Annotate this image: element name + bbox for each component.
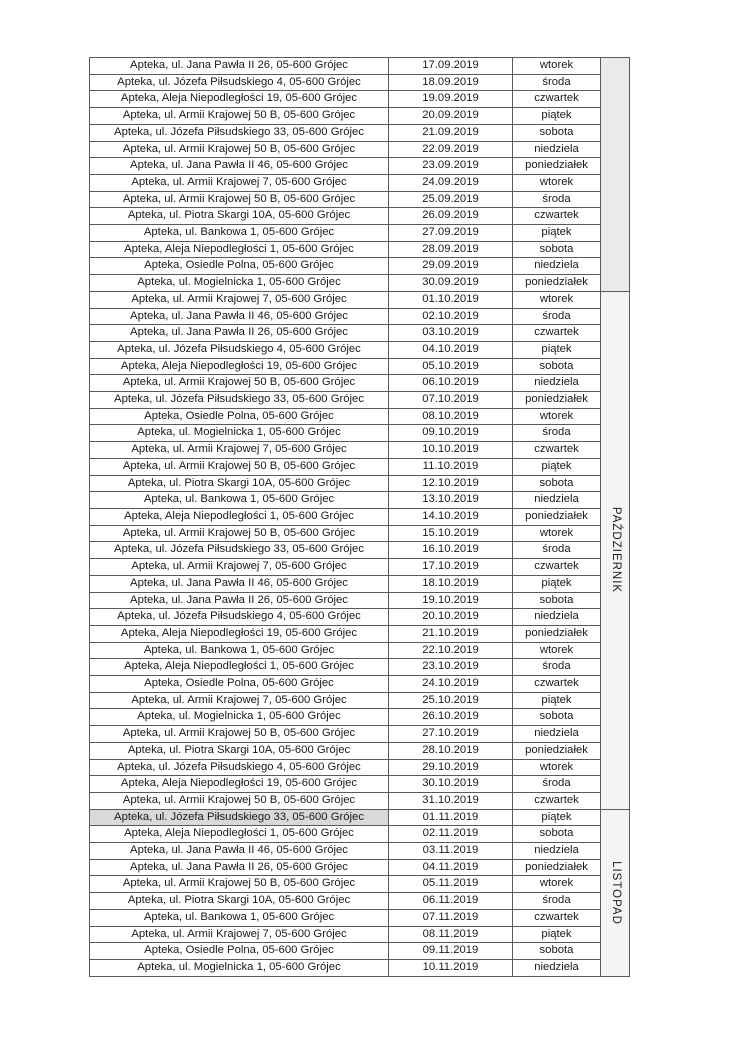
duty-date-cell: 08.10.2019 bbox=[389, 408, 513, 425]
table-row bbox=[90, 392, 630, 409]
duty-date-cell: 03.10.2019 bbox=[389, 325, 513, 342]
weekday-cell: sobota bbox=[513, 241, 601, 258]
weekday-cell: niedziela bbox=[513, 375, 601, 392]
table-row bbox=[90, 926, 630, 943]
table-row bbox=[90, 492, 630, 509]
pharmacy-address-cell: Apteka, ul. Józefa Piłsudskiego 4, 05-600 Grójec bbox=[90, 609, 389, 626]
duty-date-cell: 30.09.2019 bbox=[389, 275, 513, 292]
table-row bbox=[90, 592, 630, 609]
table-row bbox=[90, 826, 630, 843]
weekday-cell: czwartek bbox=[513, 792, 601, 809]
pharmacy-address-cell: Apteka, ul. Armii Krajowej 7, 05-600 Grójec bbox=[90, 291, 389, 308]
weekday-cell: piątek bbox=[513, 692, 601, 709]
weekday-cell: czwartek bbox=[513, 325, 601, 342]
duty-date-cell: 29.09.2019 bbox=[389, 258, 513, 275]
table-row bbox=[90, 341, 630, 358]
weekday-cell: wtorek bbox=[513, 876, 601, 893]
duty-date-cell: 19.09.2019 bbox=[389, 91, 513, 108]
pharmacy-address-cell: Apteka, ul. Piotra Skargi 10A, 05-600 Grójec bbox=[90, 893, 389, 910]
duty-date-cell: 21.09.2019 bbox=[389, 124, 513, 141]
weekday-cell: czwartek bbox=[513, 559, 601, 576]
weekday-cell: środa bbox=[513, 308, 601, 325]
pharmacy-address-cell: Apteka, Aleja Niepodległości 19, 05-600 Grójec bbox=[90, 91, 389, 108]
pharmacy-address-cell: Apteka, ul. Armii Krajowej 7, 05-600 Grójec bbox=[90, 926, 389, 943]
duty-date-cell: 05.11.2019 bbox=[389, 876, 513, 893]
weekday-cell: piątek bbox=[513, 108, 601, 125]
table-row bbox=[90, 225, 630, 242]
weekday-cell: niedziela bbox=[513, 258, 601, 275]
duty-date-cell: 05.10.2019 bbox=[389, 358, 513, 375]
duty-date-cell: 27.09.2019 bbox=[389, 225, 513, 242]
table-row bbox=[90, 291, 630, 308]
duty-date-cell: 09.10.2019 bbox=[389, 425, 513, 442]
pharmacy-address-cell: Apteka, ul. Jana Pawła II 46, 05-600 Grójec bbox=[90, 308, 389, 325]
pharmacy-address-cell: Apteka, Aleja Niepodległości 1, 05-600 Grójec bbox=[90, 826, 389, 843]
weekday-cell: środa bbox=[513, 893, 601, 910]
table-row bbox=[90, 58, 630, 75]
weekday-cell: sobota bbox=[513, 709, 601, 726]
weekday-cell: czwartek bbox=[513, 91, 601, 108]
pharmacy-address-cell: Apteka, ul. Jana Pawła II 26, 05-600 Grójec bbox=[90, 592, 389, 609]
table-row bbox=[90, 124, 630, 141]
table-row bbox=[90, 191, 630, 208]
duty-date-cell: 24.10.2019 bbox=[389, 676, 513, 693]
pharmacy-address-cell: Apteka, ul. Armii Krajowej 7, 05-600 Grójec bbox=[90, 174, 389, 191]
pharmacy-address-cell: Apteka, ul. Armii Krajowej 50 B, 05-600 Grójec bbox=[90, 876, 389, 893]
table-row bbox=[90, 776, 630, 793]
weekday-cell: niedziela bbox=[513, 843, 601, 860]
duty-date-cell: 26.09.2019 bbox=[389, 208, 513, 225]
pharmacy-address-cell: Apteka, Aleja Niepodległości 1, 05-600 Grójec bbox=[90, 508, 389, 525]
duty-date-cell: 23.09.2019 bbox=[389, 158, 513, 175]
table-row bbox=[90, 158, 630, 175]
weekday-cell: środa bbox=[513, 425, 601, 442]
pharmacy-address-cell: Apteka, ul. Bankowa 1, 05-600 Grójec bbox=[90, 492, 389, 509]
duty-date-cell: 02.11.2019 bbox=[389, 826, 513, 843]
weekday-cell: poniedziałek bbox=[513, 392, 601, 409]
weekday-cell: środa bbox=[513, 542, 601, 559]
pharmacy-duty-table-body bbox=[90, 58, 630, 977]
pharmacy-duty-table bbox=[89, 57, 630, 977]
weekday-cell: czwartek bbox=[513, 909, 601, 926]
pharmacy-address-cell: Apteka, Aleja Niepodległości 1, 05-600 Grójec bbox=[90, 659, 389, 676]
table-row bbox=[90, 959, 630, 976]
duty-date-cell: 13.10.2019 bbox=[389, 492, 513, 509]
table-row bbox=[90, 559, 630, 576]
pharmacy-address-cell: Apteka, ul. Jana Pawła II 26, 05-600 Grójec bbox=[90, 58, 389, 75]
pharmacy-address-cell: Apteka, Osiedle Polna, 05-600 Grójec bbox=[90, 408, 389, 425]
pharmacy-address-cell: Apteka, ul. Józefa Piłsudskiego 4, 05-600 Grójec bbox=[90, 759, 389, 776]
table-row bbox=[90, 508, 630, 525]
table-row bbox=[90, 325, 630, 342]
weekday-cell: poniedziałek bbox=[513, 508, 601, 525]
pharmacy-address-cell: Apteka, ul. Mogielnicka 1, 05-600 Grójec bbox=[90, 709, 389, 726]
table-row bbox=[90, 275, 630, 292]
duty-date-cell: 15.10.2019 bbox=[389, 525, 513, 542]
weekday-cell: środa bbox=[513, 776, 601, 793]
weekday-cell: środa bbox=[513, 191, 601, 208]
table-row bbox=[90, 893, 630, 910]
weekday-cell: sobota bbox=[513, 124, 601, 141]
duty-date-cell: 21.10.2019 bbox=[389, 625, 513, 642]
table-row bbox=[90, 174, 630, 191]
table-row bbox=[90, 876, 630, 893]
duty-date-cell: 28.09.2019 bbox=[389, 241, 513, 258]
table-row bbox=[90, 792, 630, 809]
pharmacy-address-cell: Apteka, ul. Armii Krajowej 50 B, 05-600 Grójec bbox=[90, 458, 389, 475]
weekday-cell: piątek bbox=[513, 575, 601, 592]
pharmacy-address-cell: Apteka, ul. Bankowa 1, 05-600 Grójec bbox=[90, 909, 389, 926]
duty-date-cell: 16.10.2019 bbox=[389, 542, 513, 559]
duty-date-cell: 12.10.2019 bbox=[389, 475, 513, 492]
pharmacy-address-cell: Apteka, ul. Mogielnicka 1, 05-600 Grójec bbox=[90, 425, 389, 442]
table-row bbox=[90, 809, 630, 826]
weekday-cell: poniedziałek bbox=[513, 275, 601, 292]
pharmacy-address-cell: Apteka, Aleja Niepodległości 19, 05-600 Grójec bbox=[90, 625, 389, 642]
weekday-cell: poniedziałek bbox=[513, 742, 601, 759]
weekday-cell: wtorek bbox=[513, 642, 601, 659]
table-row bbox=[90, 475, 630, 492]
table-row bbox=[90, 258, 630, 275]
table-row bbox=[90, 909, 630, 926]
table-row bbox=[90, 442, 630, 459]
weekday-cell: sobota bbox=[513, 358, 601, 375]
weekday-cell: czwartek bbox=[513, 676, 601, 693]
weekday-cell: niedziela bbox=[513, 492, 601, 509]
pharmacy-address-cell: Apteka, ul. Józefa Piłsudskiego 33, 05-600 Grójec bbox=[90, 124, 389, 141]
table-row bbox=[90, 91, 630, 108]
weekday-cell: wtorek bbox=[513, 58, 601, 75]
pharmacy-address-cell: Apteka, ul. Armii Krajowej 50 B, 05-600 Grójec bbox=[90, 525, 389, 542]
duty-date-cell: 09.11.2019 bbox=[389, 943, 513, 960]
pharmacy-address-cell: Apteka, Osiedle Polna, 05-600 Grójec bbox=[90, 258, 389, 275]
table-row bbox=[90, 542, 630, 559]
weekday-cell: piątek bbox=[513, 225, 601, 242]
month-label-cell bbox=[601, 291, 630, 809]
pharmacy-address-cell: Apteka, ul. Armii Krajowej 7, 05-600 Grójec bbox=[90, 559, 389, 576]
table-row bbox=[90, 358, 630, 375]
weekday-cell: sobota bbox=[513, 592, 601, 609]
duty-date-cell: 29.10.2019 bbox=[389, 759, 513, 776]
duty-date-cell: 01.10.2019 bbox=[389, 291, 513, 308]
weekday-cell: środa bbox=[513, 659, 601, 676]
duty-date-cell: 20.09.2019 bbox=[389, 108, 513, 125]
pharmacy-address-cell: Apteka, ul. Armii Krajowej 50 B, 05-600 Grójec bbox=[90, 191, 389, 208]
table-row bbox=[90, 375, 630, 392]
duty-date-cell: 25.09.2019 bbox=[389, 191, 513, 208]
weekday-cell: sobota bbox=[513, 826, 601, 843]
table-row bbox=[90, 408, 630, 425]
pharmacy-address-cell: Apteka, ul. Piotra Skargi 10A, 05-600 Grójec bbox=[90, 475, 389, 492]
pharmacy-address-cell: Apteka, ul. Jana Pawła II 26, 05-600 Grójec bbox=[90, 325, 389, 342]
table-row bbox=[90, 241, 630, 258]
pharmacy-address-cell: Apteka, ul. Józefa Piłsudskiego 33, 05-600 Grójec bbox=[90, 809, 389, 826]
pharmacy-address-cell: Apteka, ul. Jana Pawła II 46, 05-600 Grójec bbox=[90, 158, 389, 175]
table-row bbox=[90, 609, 630, 626]
table-row bbox=[90, 108, 630, 125]
pharmacy-address-cell: Apteka, ul. Bankowa 1, 05-600 Grójec bbox=[90, 225, 389, 242]
duty-date-cell: 03.11.2019 bbox=[389, 843, 513, 860]
duty-date-cell: 11.10.2019 bbox=[389, 458, 513, 475]
pharmacy-address-cell: Apteka, Aleja Niepodległości 19, 05-600 Grójec bbox=[90, 776, 389, 793]
table-row bbox=[90, 709, 630, 726]
pharmacy-address-cell: Apteka, ul. Józefa Piłsudskiego 33, 05-600 Grójec bbox=[90, 392, 389, 409]
duty-date-cell: 18.09.2019 bbox=[389, 74, 513, 91]
table-row bbox=[90, 692, 630, 709]
month-label: LISTOPAD bbox=[609, 860, 622, 925]
duty-date-cell: 02.10.2019 bbox=[389, 308, 513, 325]
weekday-cell: niedziela bbox=[513, 726, 601, 743]
duty-date-cell: 08.11.2019 bbox=[389, 926, 513, 943]
weekday-cell: wtorek bbox=[513, 408, 601, 425]
duty-date-cell: 18.10.2019 bbox=[389, 575, 513, 592]
pharmacy-address-cell: Apteka, ul. Armii Krajowej 50 B, 05-600 Grójec bbox=[90, 375, 389, 392]
duty-date-cell: 22.09.2019 bbox=[389, 141, 513, 158]
month-label-cell bbox=[601, 809, 630, 976]
weekday-cell: czwartek bbox=[513, 208, 601, 225]
weekday-cell: wtorek bbox=[513, 759, 601, 776]
pharmacy-address-cell: Apteka, ul. Józefa Piłsudskiego 4, 05-600 Grójec bbox=[90, 74, 389, 91]
duty-date-cell: 07.11.2019 bbox=[389, 909, 513, 926]
weekday-cell: niedziela bbox=[513, 959, 601, 976]
duty-date-cell: 14.10.2019 bbox=[389, 508, 513, 525]
duty-date-cell: 23.10.2019 bbox=[389, 659, 513, 676]
weekday-cell: niedziela bbox=[513, 141, 601, 158]
table-row bbox=[90, 742, 630, 759]
duty-date-cell: 07.10.2019 bbox=[389, 392, 513, 409]
weekday-cell: czwartek bbox=[513, 442, 601, 459]
pharmacy-address-cell: Apteka, ul. Mogielnicka 1, 05-600 Grójec bbox=[90, 275, 389, 292]
duty-date-cell: 04.10.2019 bbox=[389, 341, 513, 358]
table-row bbox=[90, 676, 630, 693]
duty-date-cell: 28.10.2019 bbox=[389, 742, 513, 759]
table-row bbox=[90, 425, 630, 442]
weekday-cell: sobota bbox=[513, 943, 601, 960]
pharmacy-address-cell: Apteka, ul. Armii Krajowej 50 B, 05-600 Grójec bbox=[90, 141, 389, 158]
duty-date-cell: 22.10.2019 bbox=[389, 642, 513, 659]
weekday-cell: poniedziałek bbox=[513, 859, 601, 876]
table-row bbox=[90, 726, 630, 743]
table-row bbox=[90, 458, 630, 475]
table-row bbox=[90, 943, 630, 960]
pharmacy-address-cell: Apteka, ul. Armii Krajowej 7, 05-600 Grójec bbox=[90, 692, 389, 709]
table-row bbox=[90, 659, 630, 676]
pharmacy-address-cell: Apteka, ul. Bankowa 1, 05-600 Grójec bbox=[90, 642, 389, 659]
table-row bbox=[90, 859, 630, 876]
duty-date-cell: 20.10.2019 bbox=[389, 609, 513, 626]
duty-date-cell: 25.10.2019 bbox=[389, 692, 513, 709]
duty-date-cell: 01.11.2019 bbox=[389, 809, 513, 826]
table-row bbox=[90, 575, 630, 592]
table-row bbox=[90, 843, 630, 860]
duty-date-cell: 06.11.2019 bbox=[389, 893, 513, 910]
weekday-cell: piątek bbox=[513, 341, 601, 358]
duty-date-cell: 10.11.2019 bbox=[389, 959, 513, 976]
weekday-cell: wtorek bbox=[513, 525, 601, 542]
table-row bbox=[90, 208, 630, 225]
duty-date-cell: 24.09.2019 bbox=[389, 174, 513, 191]
table-row bbox=[90, 759, 630, 776]
pharmacy-address-cell: Apteka, ul. Armii Krajowej 7, 05-600 Grójec bbox=[90, 442, 389, 459]
pharmacy-address-cell: Apteka, Osiedle Polna, 05-600 Grójec bbox=[90, 943, 389, 960]
duty-date-cell: 19.10.2019 bbox=[389, 592, 513, 609]
duty-date-cell: 10.10.2019 bbox=[389, 442, 513, 459]
weekday-cell: piątek bbox=[513, 458, 601, 475]
duty-date-cell: 27.10.2019 bbox=[389, 726, 513, 743]
pharmacy-address-cell: Apteka, Aleja Niepodległości 19, 05-600 Grójec bbox=[90, 358, 389, 375]
month-label-cell bbox=[601, 58, 630, 292]
table-row bbox=[90, 642, 630, 659]
pharmacy-address-cell: Apteka, ul. Jana Pawła II 46, 05-600 Grójec bbox=[90, 575, 389, 592]
duty-date-cell: 30.10.2019 bbox=[389, 776, 513, 793]
pharmacy-address-cell: Apteka, ul. Piotra Skargi 10A, 05-600 Grójec bbox=[90, 742, 389, 759]
duty-date-cell: 26.10.2019 bbox=[389, 709, 513, 726]
weekday-cell: wtorek bbox=[513, 291, 601, 308]
pharmacy-address-cell: Apteka, Osiedle Polna, 05-600 Grójec bbox=[90, 676, 389, 693]
duty-date-cell: 31.10.2019 bbox=[389, 792, 513, 809]
pharmacy-address-cell: Apteka, ul. Piotra Skargi 10A, 05-600 Grójec bbox=[90, 208, 389, 225]
weekday-cell: wtorek bbox=[513, 174, 601, 191]
weekday-cell: poniedziałek bbox=[513, 625, 601, 642]
pharmacy-address-cell: Apteka, ul. Jana Pawła II 46, 05-600 Grójec bbox=[90, 843, 389, 860]
weekday-cell: piątek bbox=[513, 926, 601, 943]
pharmacy-address-cell: Apteka, ul. Armii Krajowej 50 B, 05-600 Grójec bbox=[90, 726, 389, 743]
weekday-cell: sobota bbox=[513, 475, 601, 492]
pharmacy-address-cell: Apteka, Aleja Niepodległości 1, 05-600 Grójec bbox=[90, 241, 389, 258]
weekday-cell: poniedziałek bbox=[513, 158, 601, 175]
table-row bbox=[90, 74, 630, 91]
weekday-cell: piątek bbox=[513, 809, 601, 826]
table-row bbox=[90, 525, 630, 542]
weekday-cell: niedziela bbox=[513, 609, 601, 626]
table-row bbox=[90, 308, 630, 325]
duty-date-cell: 06.10.2019 bbox=[389, 375, 513, 392]
month-label: PAŹDZIERNIK bbox=[609, 507, 622, 594]
duty-date-cell: 04.11.2019 bbox=[389, 859, 513, 876]
pharmacy-address-cell: Apteka, ul. Armii Krajowej 50 B, 05-600 Grójec bbox=[90, 792, 389, 809]
duty-date-cell: 17.10.2019 bbox=[389, 559, 513, 576]
table-row bbox=[90, 141, 630, 158]
table-row bbox=[90, 625, 630, 642]
pharmacy-address-cell: Apteka, ul. Józefa Piłsudskiego 33, 05-600 Grójec bbox=[90, 542, 389, 559]
pharmacy-address-cell: Apteka, ul. Armii Krajowej 50 B, 05-600 Grójec bbox=[90, 108, 389, 125]
pharmacy-address-cell: Apteka, ul. Mogielnicka 1, 05-600 Grójec bbox=[90, 959, 389, 976]
weekday-cell: środa bbox=[513, 74, 601, 91]
pharmacy-address-cell: Apteka, ul. Jana Pawła II 26, 05-600 Grójec bbox=[90, 859, 389, 876]
pharmacy-address-cell: Apteka, ul. Józefa Piłsudskiego 4, 05-600 Grójec bbox=[90, 341, 389, 358]
duty-date-cell: 17.09.2019 bbox=[389, 58, 513, 75]
